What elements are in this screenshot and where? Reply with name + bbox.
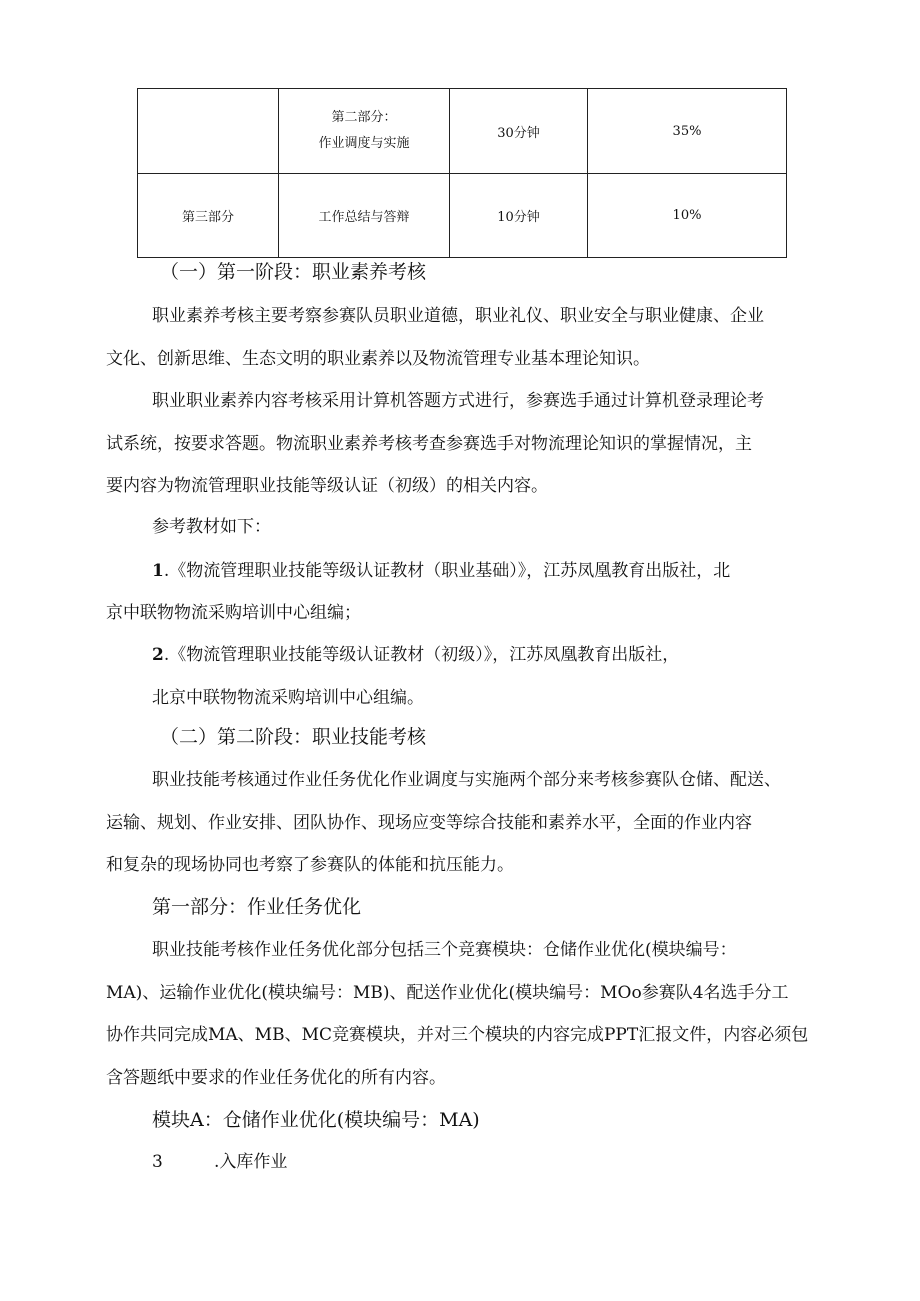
reference-item (152, 643, 679, 667)
part-cell: 第三部分 (138, 174, 279, 258)
time-cell: 10分钟 (450, 174, 588, 258)
paragraph-line: 文化、创新思维、生态文明的职业素养以及物流管理专业基本理论知识。 (106, 349, 650, 369)
item-number: 3 (152, 1152, 163, 1172)
paragraph-line: 要内容为物流管理职业技能等级认证（初级）的相关内容。 (106, 476, 548, 496)
section2-heading: （二）第二阶段：职业技能考核 (160, 726, 427, 748)
paragraph-line: 含答题纸中要求的作业任务优化的所有内容。 (106, 1068, 446, 1088)
reference-item (152, 559, 730, 583)
reference-intro: 参考教材如下： (152, 517, 271, 537)
weight-cell: 35% (588, 89, 787, 174)
table-row (138, 89, 787, 174)
paragraph-line: 职业技能考核作业任务优化部分包括三个竞赛模块：仓储作业优化(模块编号： (152, 940, 737, 960)
schedule-table (137, 88, 787, 258)
part-cell (138, 89, 279, 174)
content-cell (279, 89, 450, 174)
paragraph-line: 协作共同完成MA、MB、MC竞赛模块，并对三个模块的内容完成PPT汇报文件，内容必须包 (106, 1025, 809, 1045)
item-label: .入库作业 (214, 1152, 288, 1172)
paragraph-line: 和复杂的现场协同也考察了参赛队的体能和抗压能力。 (106, 855, 514, 875)
table-row (138, 174, 787, 258)
reference-number: 2 (152, 645, 164, 665)
paragraph-line: 北京中联物物流采购培训中心组编。 (152, 688, 424, 708)
paragraph-line: 运输、规划、作业安排、团队协作、现场应变等综合技能和素养水平，全面的作业内容 (106, 813, 752, 833)
reference-text: .《物流管理职业技能等级认证教材（初级）》，江苏凤凰教育出版社， (163, 645, 680, 665)
content-line: 作业调度与实施 (318, 136, 410, 151)
paragraph-line: 职业素养考核主要考察参赛队员职业道德，职业礼仪、职业安全与职业健康、企业 (152, 306, 764, 326)
content-cell: 工作总结与答辩 (279, 174, 450, 258)
content-line: 第二部分： (331, 110, 397, 125)
time-cell: 30分钟 (450, 89, 588, 174)
section1-heading: （一）第一阶段：职业素养考核 (160, 261, 427, 283)
moduleA-heading: 模块A：仓储作业优化(模块编号：MA) (152, 1109, 480, 1131)
part1-heading: 第一部分：作业任务优化 (152, 896, 362, 918)
paragraph-line: 试系统，按要求答题。物流职业素养考核考查参赛选手对物流理论知识的掌握情况，主 (106, 434, 752, 454)
weight-cell: 10% (588, 174, 787, 258)
paragraph-line: 职业职业素养内容考核采用计算机答题方式进行，参赛选手通过计算机登录理论考 (152, 391, 764, 411)
reference-text: .《物流管理职业技能等级认证教材（职业基础）》，江苏凤凰教育出版社，北 (163, 561, 731, 581)
paragraph-line: 职业技能考核通过作业任务优化作业调度与实施两个部分来考核参赛队仓储、配送、 (152, 770, 781, 790)
paragraph-line: MA)、运输作业优化(模块编号：MB)、配送作业优化(模块编号：MOo参赛队4名选手分工 (106, 983, 789, 1003)
reference-number: 1 (152, 561, 164, 581)
paragraph-line: 京中联物物流采购培训中心组编； (106, 603, 361, 623)
